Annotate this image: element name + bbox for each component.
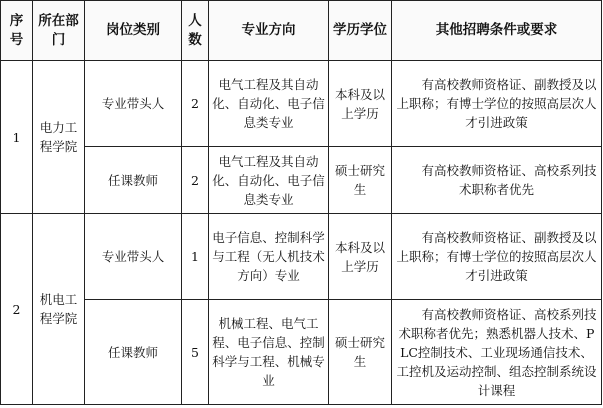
requirement-cell: [392, 214, 602, 300]
requirement-cell: [392, 147, 602, 214]
header-degree: 学历学位: [329, 1, 392, 61]
post-cell: 任课教师: [85, 300, 182, 405]
post-cell: 专业带头人: [85, 61, 182, 147]
header-other: 其他招聘条件或要求: [392, 1, 602, 61]
header-seq: 序号: [1, 1, 33, 61]
degree-cell: 硕士研究生: [329, 147, 392, 214]
post-cell: 任课教师: [85, 147, 182, 214]
requirement-cell: [392, 300, 602, 405]
dept-cell: 电力工程学院: [33, 61, 85, 214]
requirement-text: 有高校教师资格证、高校系列技术职称者优先；熟悉机器人技术、PLC控制技术、工业现场通信技术、工控机及运动控制、组态控制系统设计课程: [396, 306, 597, 398]
major-cell: 电气工程及其自动化、自动化、电子信息类专业: [209, 147, 329, 214]
count-cell: 5: [182, 300, 209, 405]
requirement-text: 有高校教师资格证、高校系列技术职称者优先: [421, 163, 597, 197]
seq-cell: 2: [1, 214, 33, 405]
requirement-cell: [392, 61, 602, 147]
dept-cell: 机电工程学院: [33, 214, 85, 405]
header-post: 岗位类别: [85, 1, 182, 61]
post-cell: 专业带头人: [85, 214, 182, 300]
major-cell: 机械工程、电气工程、电子信息、控制科学与工程、机械专业: [209, 300, 329, 405]
header-count: 人数: [182, 1, 209, 61]
header-row: [1, 1, 602, 61]
degree-cell: 本科及以上学历: [329, 214, 392, 300]
seq-cell: 1: [1, 61, 33, 214]
degree-cell: 硕士研究生: [329, 300, 392, 405]
count-cell: 1: [182, 214, 209, 300]
count-cell: 2: [182, 147, 209, 214]
table-row: [1, 61, 602, 147]
requirement-text: 有高校教师资格证、副教授及以上职称；有博士学位的按照高层次人才引进政策: [396, 230, 597, 283]
major-cell: 电子信息、控制科学与工程（无人机技术方向）专业: [209, 214, 329, 300]
table-row: [1, 300, 602, 405]
header-major: 专业方向: [209, 1, 329, 61]
count-cell: 2: [182, 61, 209, 147]
table-row: [1, 214, 602, 300]
table-row: [1, 147, 602, 214]
major-cell: 电气工程及其自动化、自动化、电子信息类专业: [209, 61, 329, 147]
header-dept: 所在部门: [33, 1, 85, 61]
requirement-text: 有高校教师资格证、副教授及以上职称；有博士学位的按照高层次人才引进政策: [396, 77, 597, 130]
degree-cell: 本科及以上学历: [329, 61, 392, 147]
